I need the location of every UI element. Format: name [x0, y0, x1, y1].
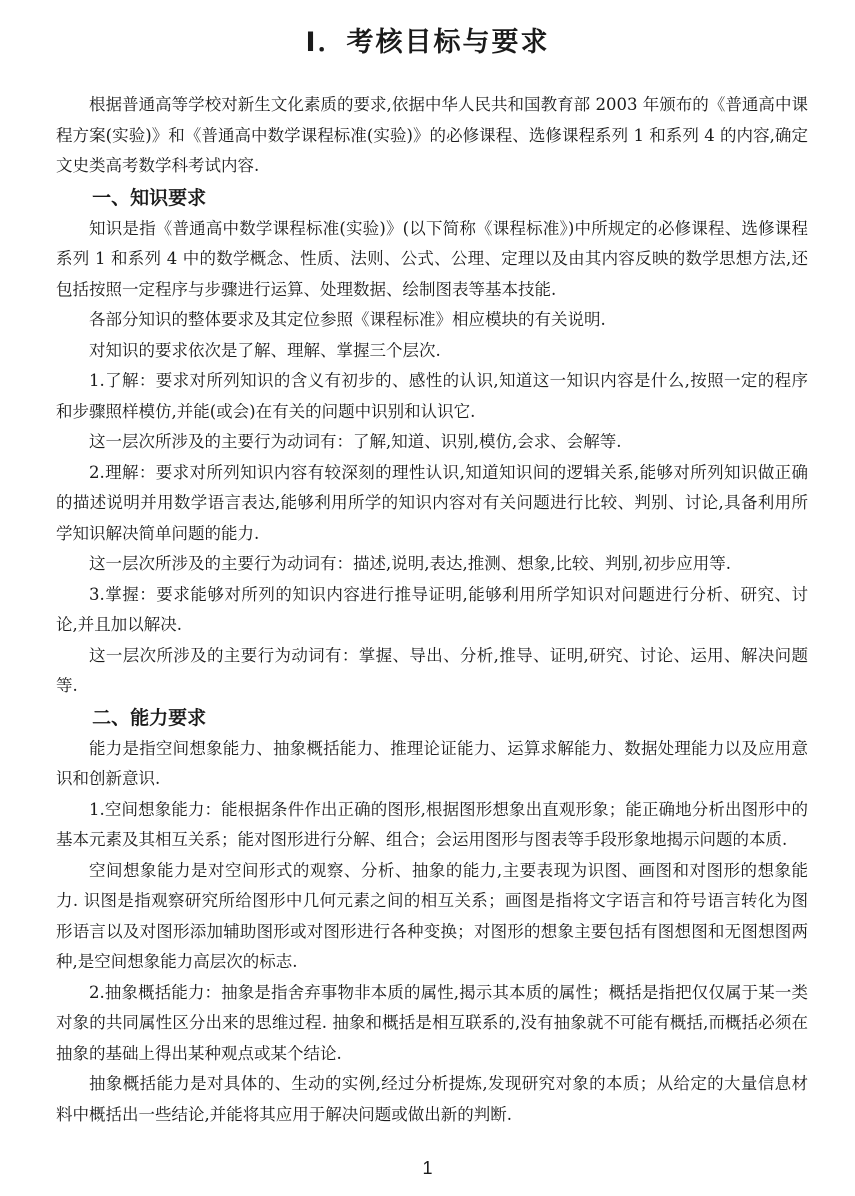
paragraph: 各部分知识的整体要求及其定位参照《课程标准》相应模块的有关说明. [89, 310, 606, 329]
intro-paragraph: 根据普通高等学校对新生文化素质的要求,依据中华人民共和国教育部 2003 年颁布的《普通高中课程方案(实验)》和《普通高中数学课程标准(实验)》的必修课程、选修课程系列 1 和系列 4 的内容,确定文史类高考数学科考试内容. [56, 95, 808, 175]
paragraph: 2.抽象概括能力：抽象是指舍弃事物非本质的属性,揭示其本质的属性；概括是指把仅仅属于某一类对象的共同属性区分出来的思维过程. 抽象和概括是相互联系的,没有抽象就不可能有概括,而概括必须在抽象的基础上得出某种观点或某个结论. [56, 982, 808, 1063]
paragraph: 对知识的要求依次是了解、理解、掌握三个层次. [89, 340, 441, 360]
paragraph: 抽象概括能力是对具体的、生动的实例,经过分析提炼,发现研究对象的本质；从给定的大量信息材料中概括出一些结论,并能将其应用于解决问题或做出新的判断. [56, 1074, 808, 1124]
page-number: 1 [422, 1158, 433, 1178]
section-heading-knowledge: 一、知识要求 [92, 186, 207, 209]
page-title: I．考核目标与要求 [305, 27, 550, 58]
document-body [56, 90, 808, 1130]
paragraph: 空间想象能力是对空间形式的观察、分析、抽象的能力,主要表现为识图、画图和对图形的想象能力. 识图是指观察研究所给图形中几何元素之间的相互关系；画图是指将文字语言和符号语言转化为图形语言以及对图形添加辅助图形或对图形进行各种变换；对图形的想象主要包括有图想图和无图想图两种,是空间想象能力高层次的标志. [56, 860, 808, 971]
paragraph: 1.空间想象能力：能根据条件作出正确的图形,根据图形想象出直观形象；能正确地分析出图形中的基本元素及其相互关系；能对图形进行分解、组合；会运用图形与图表等手段形象地揭示问题的本质. [56, 799, 808, 849]
paragraph: 这一层次所涉及的主要行为动词有：描述,说明,表达,推测、想象,比较、判别,初步应用等. [89, 554, 731, 573]
paragraph: 能力是指空间想象能力、抽象概括能力、推理论证能力、运算求解能力、数据处理能力以及应用意识和创新意识. [56, 738, 808, 788]
paragraph: 这一层次所涉及的主要行为动词有：了解,知道、识别,模仿,会求、会解等. [89, 432, 622, 451]
paragraph: 1.了解：要求对所列知识的含义有初步的、感性的认识,知道这一知识内容是什么,按照一定的程序和步骤照样模仿,并能(或会)在有关的问题中识别和认识它. [56, 371, 808, 421]
paragraph: 3.掌握：要求能够对所列的知识内容进行推导证明,能够利用所学知识对问题进行分析、研究、讨论,并且加以解决. [56, 584, 808, 634]
paragraph: 2.理解：要求对所列知识内容有较深刻的理性认识,知道知识间的逻辑关系,能够对所列知识做正确的描述说明并用数学语言表达,能够利用所学的知识内容对有关问题进行比较、判别、讨论,具备利用所学知识解决简单问题的能力. [56, 462, 808, 543]
paragraph: 知识是指《普通高中数学课程标准(实验)》(以下简称《课程标准》)中所规定的必修课程、选修课程系列 1 和系列 4 中的数学概念、性质、法则、公式、公理、定理以及由其内容反映的数学思想方法,还包括按照一定程序与步骤进行运算、处理数据、绘制图表等基本技能. [56, 218, 808, 299]
paragraph: 这一层次所涉及的主要行为动词有：掌握、导出、分析,推导、证明,研究、讨论、运用、解决问题等. [56, 645, 808, 695]
section-heading-ability: 二、能力要求 [92, 706, 207, 729]
